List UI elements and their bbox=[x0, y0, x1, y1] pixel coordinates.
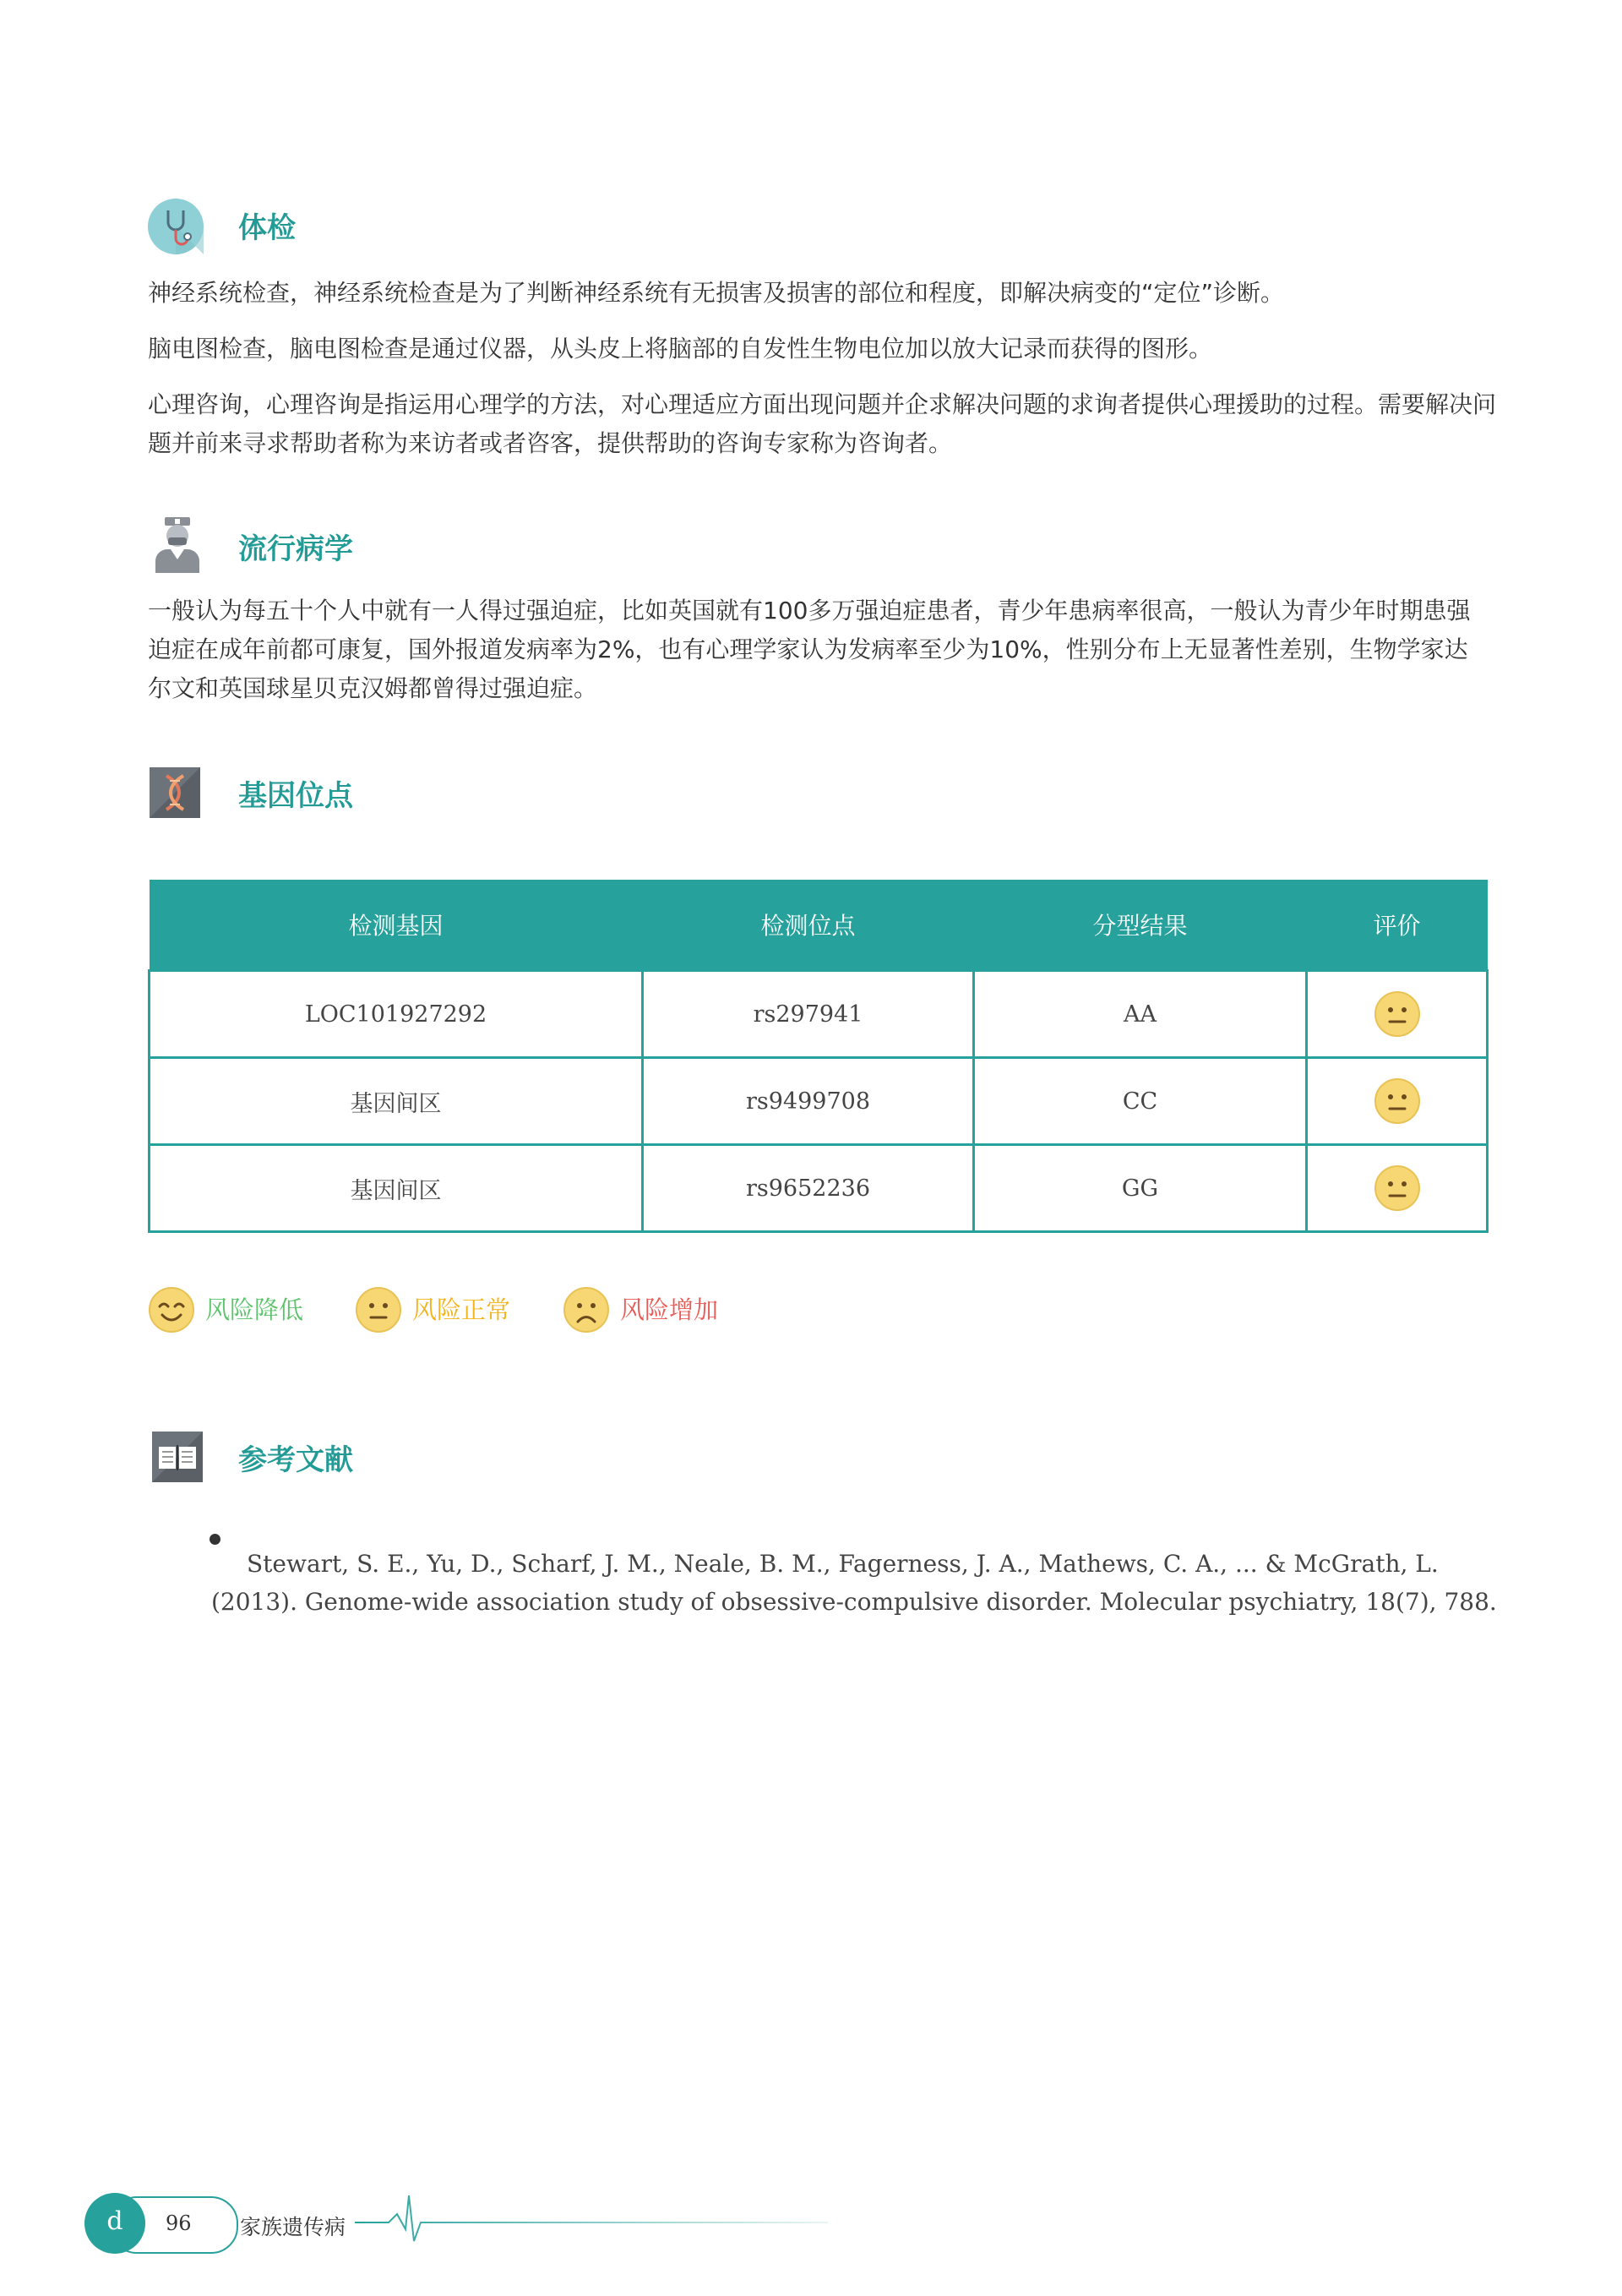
section-title-gene-loci: 基因位点 bbox=[238, 779, 353, 813]
cell-locus: rs297941 bbox=[643, 971, 974, 1058]
cell-gene: 基因间区 bbox=[150, 1058, 643, 1145]
bullet-icon bbox=[210, 1534, 220, 1545]
footer-badge: d bbox=[84, 2193, 145, 2254]
gene-loci-table bbox=[148, 880, 1489, 1233]
neutral-face-icon bbox=[355, 1286, 402, 1333]
column-header-genotype: 分型结果 bbox=[974, 880, 1307, 971]
book-title: 家族遗传病 bbox=[240, 2215, 346, 2239]
cell-rating bbox=[1307, 1145, 1488, 1232]
cell-locus: rs9499708 bbox=[643, 1058, 974, 1145]
legend-label: 风险降低 bbox=[205, 1295, 304, 1324]
table-row bbox=[150, 971, 1488, 1058]
section-title-references: 参考文献 bbox=[238, 1443, 353, 1477]
cell-genotype: GG bbox=[974, 1145, 1307, 1232]
neutral-face-icon bbox=[1374, 1077, 1421, 1125]
section-title-physical-exam: 体检 bbox=[238, 211, 296, 245]
smile-face-icon bbox=[148, 1286, 195, 1333]
legend-label: 风险正常 bbox=[412, 1295, 511, 1324]
column-header-locus: 检测位点 bbox=[643, 880, 974, 971]
cell-genotype: AA bbox=[974, 971, 1307, 1058]
doctor-icon bbox=[152, 517, 208, 573]
neutral-face-icon bbox=[1374, 990, 1421, 1038]
neutral-face-icon bbox=[1374, 1164, 1421, 1212]
paragraph-eeg-exam: 脑电图检查，脑电图检查是通过仪器，从头皮上将脑部的自发性生物电位加以放大记录而获得的图形。 bbox=[148, 335, 1213, 363]
paragraph-neuro-exam: 神经系统检查，神经系统检查是为了判断神经系统有无损害及损害的部位和程度，即解决病变的“定位”诊断。 bbox=[148, 279, 1285, 307]
legend-label: 风险增加 bbox=[620, 1295, 719, 1324]
page-number: 96 bbox=[166, 2211, 192, 2235]
cell-genotype: CC bbox=[974, 1058, 1307, 1145]
book-icon bbox=[152, 1432, 203, 1482]
column-header-rating: 评价 bbox=[1307, 880, 1488, 971]
cell-gene: 基因间区 bbox=[150, 1145, 643, 1232]
table-row bbox=[150, 1058, 1488, 1145]
dna-icon bbox=[150, 767, 200, 818]
cell-rating bbox=[1307, 1058, 1488, 1145]
reference-item: Stewart, S. E., Yu, D., Scharf, J. M., Neale, B. M., Fagerness, J. A., Mathews, C. A., ... & McGrath, L. (2013). Genome-wide association study of obsessive-compulsive disorder. Molecular psychiatry, 18(7), 788. bbox=[211, 1550, 1497, 1616]
heartbeat-line-icon bbox=[355, 2189, 828, 2248]
sad-face-icon bbox=[563, 1286, 610, 1333]
column-header-gene: 检测基因 bbox=[150, 880, 643, 971]
cell-rating bbox=[1307, 971, 1488, 1058]
table-header-row bbox=[150, 880, 1488, 971]
cell-gene: LOC101927292 bbox=[150, 971, 643, 1058]
paragraph-counseling: 心理咨询，心理咨询是指运用心理学的方法，对心理适应方面出现问题并企求解决问题的求询者提供心理援助的过程。需要解决问题并前来寻求帮助者称为来访者或者咨客，提供帮助的咨询专家称为咨询者。 bbox=[148, 390, 1497, 457]
paragraph-epidemiology: 一般认为每五十个人中就有一人得过强迫症，比如英国就有100多万强迫症患者，青少年患病率很高，一般认为青少年时期患强迫症在成年前都可康复，国外报道发病率为2%，也有心理学家认为发病率至少为10%，性别分布上无显著性差别，生物学家达尔文和英国球星贝克汉姆都曾得过强迫症。 bbox=[148, 597, 1471, 702]
cell-locus: rs9652236 bbox=[643, 1145, 974, 1232]
table-row bbox=[150, 1145, 1488, 1232]
section-title-epidemiology: 流行病学 bbox=[238, 532, 353, 566]
stethoscope-icon bbox=[148, 199, 204, 254]
